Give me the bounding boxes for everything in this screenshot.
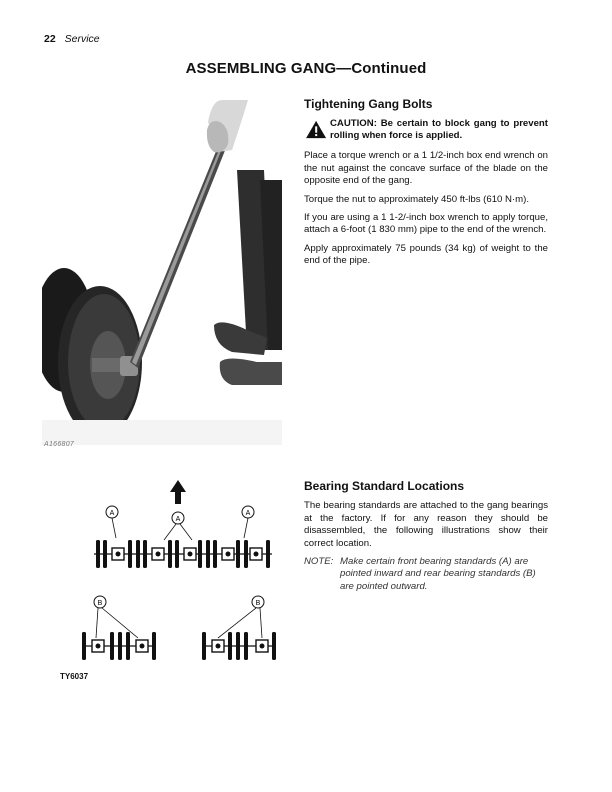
tightening-paragraph: Place a torque wrench or a 1 1/2-inch box end wrench on the nut against the concave surface of the blade on the opposite end of the gang.	[304, 150, 548, 187]
callout-a	[106, 506, 118, 538]
caution-box	[304, 118, 548, 142]
callout-b	[218, 596, 264, 638]
callout-a	[242, 506, 254, 538]
callout-b	[94, 596, 138, 638]
rear-gang-right	[202, 632, 276, 660]
tightening-section	[304, 98, 548, 274]
callout-a	[164, 512, 192, 540]
front-gang	[94, 540, 272, 568]
page-title: ASSEMBLING GANG—Continued	[185, 60, 427, 77]
rear-gang-left	[82, 632, 156, 660]
bearing-section	[304, 480, 548, 593]
photo-reference: A166807	[44, 441, 75, 448]
svg-text:B: B	[97, 600, 103, 607]
caution-text: CAUTION: Be certain to block gang to prevent rolling when force is applied.	[330, 118, 548, 142]
svg-text:A: A	[175, 516, 181, 523]
svg-text:A: A	[245, 510, 251, 517]
page-header	[44, 33, 100, 45]
page-number: 22	[44, 33, 56, 45]
bearing-paragraph: The bearing standards are attached to the gang bearings at the factory. If for any reason they should be disassembled, the following illustrations show their correct location.	[304, 500, 548, 549]
note-text: Make certain front bearing standards (A) are pointed inward and rear bearing standards (B) are pointed outward.	[340, 556, 536, 592]
wrench-photo	[42, 100, 282, 445]
tightening-heading: Tightening Gang Bolts	[304, 97, 433, 111]
diagram-reference: TY6037	[60, 672, 89, 681]
bearing-diagram	[78, 478, 288, 680]
note-label: NOTE:	[304, 556, 334, 568]
tightening-paragraph: Torque the nut to approximately 450 ft-lbs (610 N·m).	[304, 193, 530, 205]
section-name: Service	[64, 33, 100, 45]
note	[304, 556, 548, 593]
svg-text:B: B	[255, 600, 261, 607]
up-arrow-icon	[170, 480, 186, 504]
warning-triangle-icon	[304, 120, 330, 140]
tightening-paragraph: Apply approximately 75 pounds (34 kg) of weight to the end of the pipe.	[304, 242, 548, 267]
bearing-heading: Bearing Standard Locations	[304, 479, 465, 493]
svg-text:A: A	[109, 510, 115, 517]
tightening-paragraph: If you are using a 1 1-2/-inch box wrench to apply torque, attach a 6-foot (1 830 mm) pipe to the end of the wrench.	[304, 212, 548, 236]
